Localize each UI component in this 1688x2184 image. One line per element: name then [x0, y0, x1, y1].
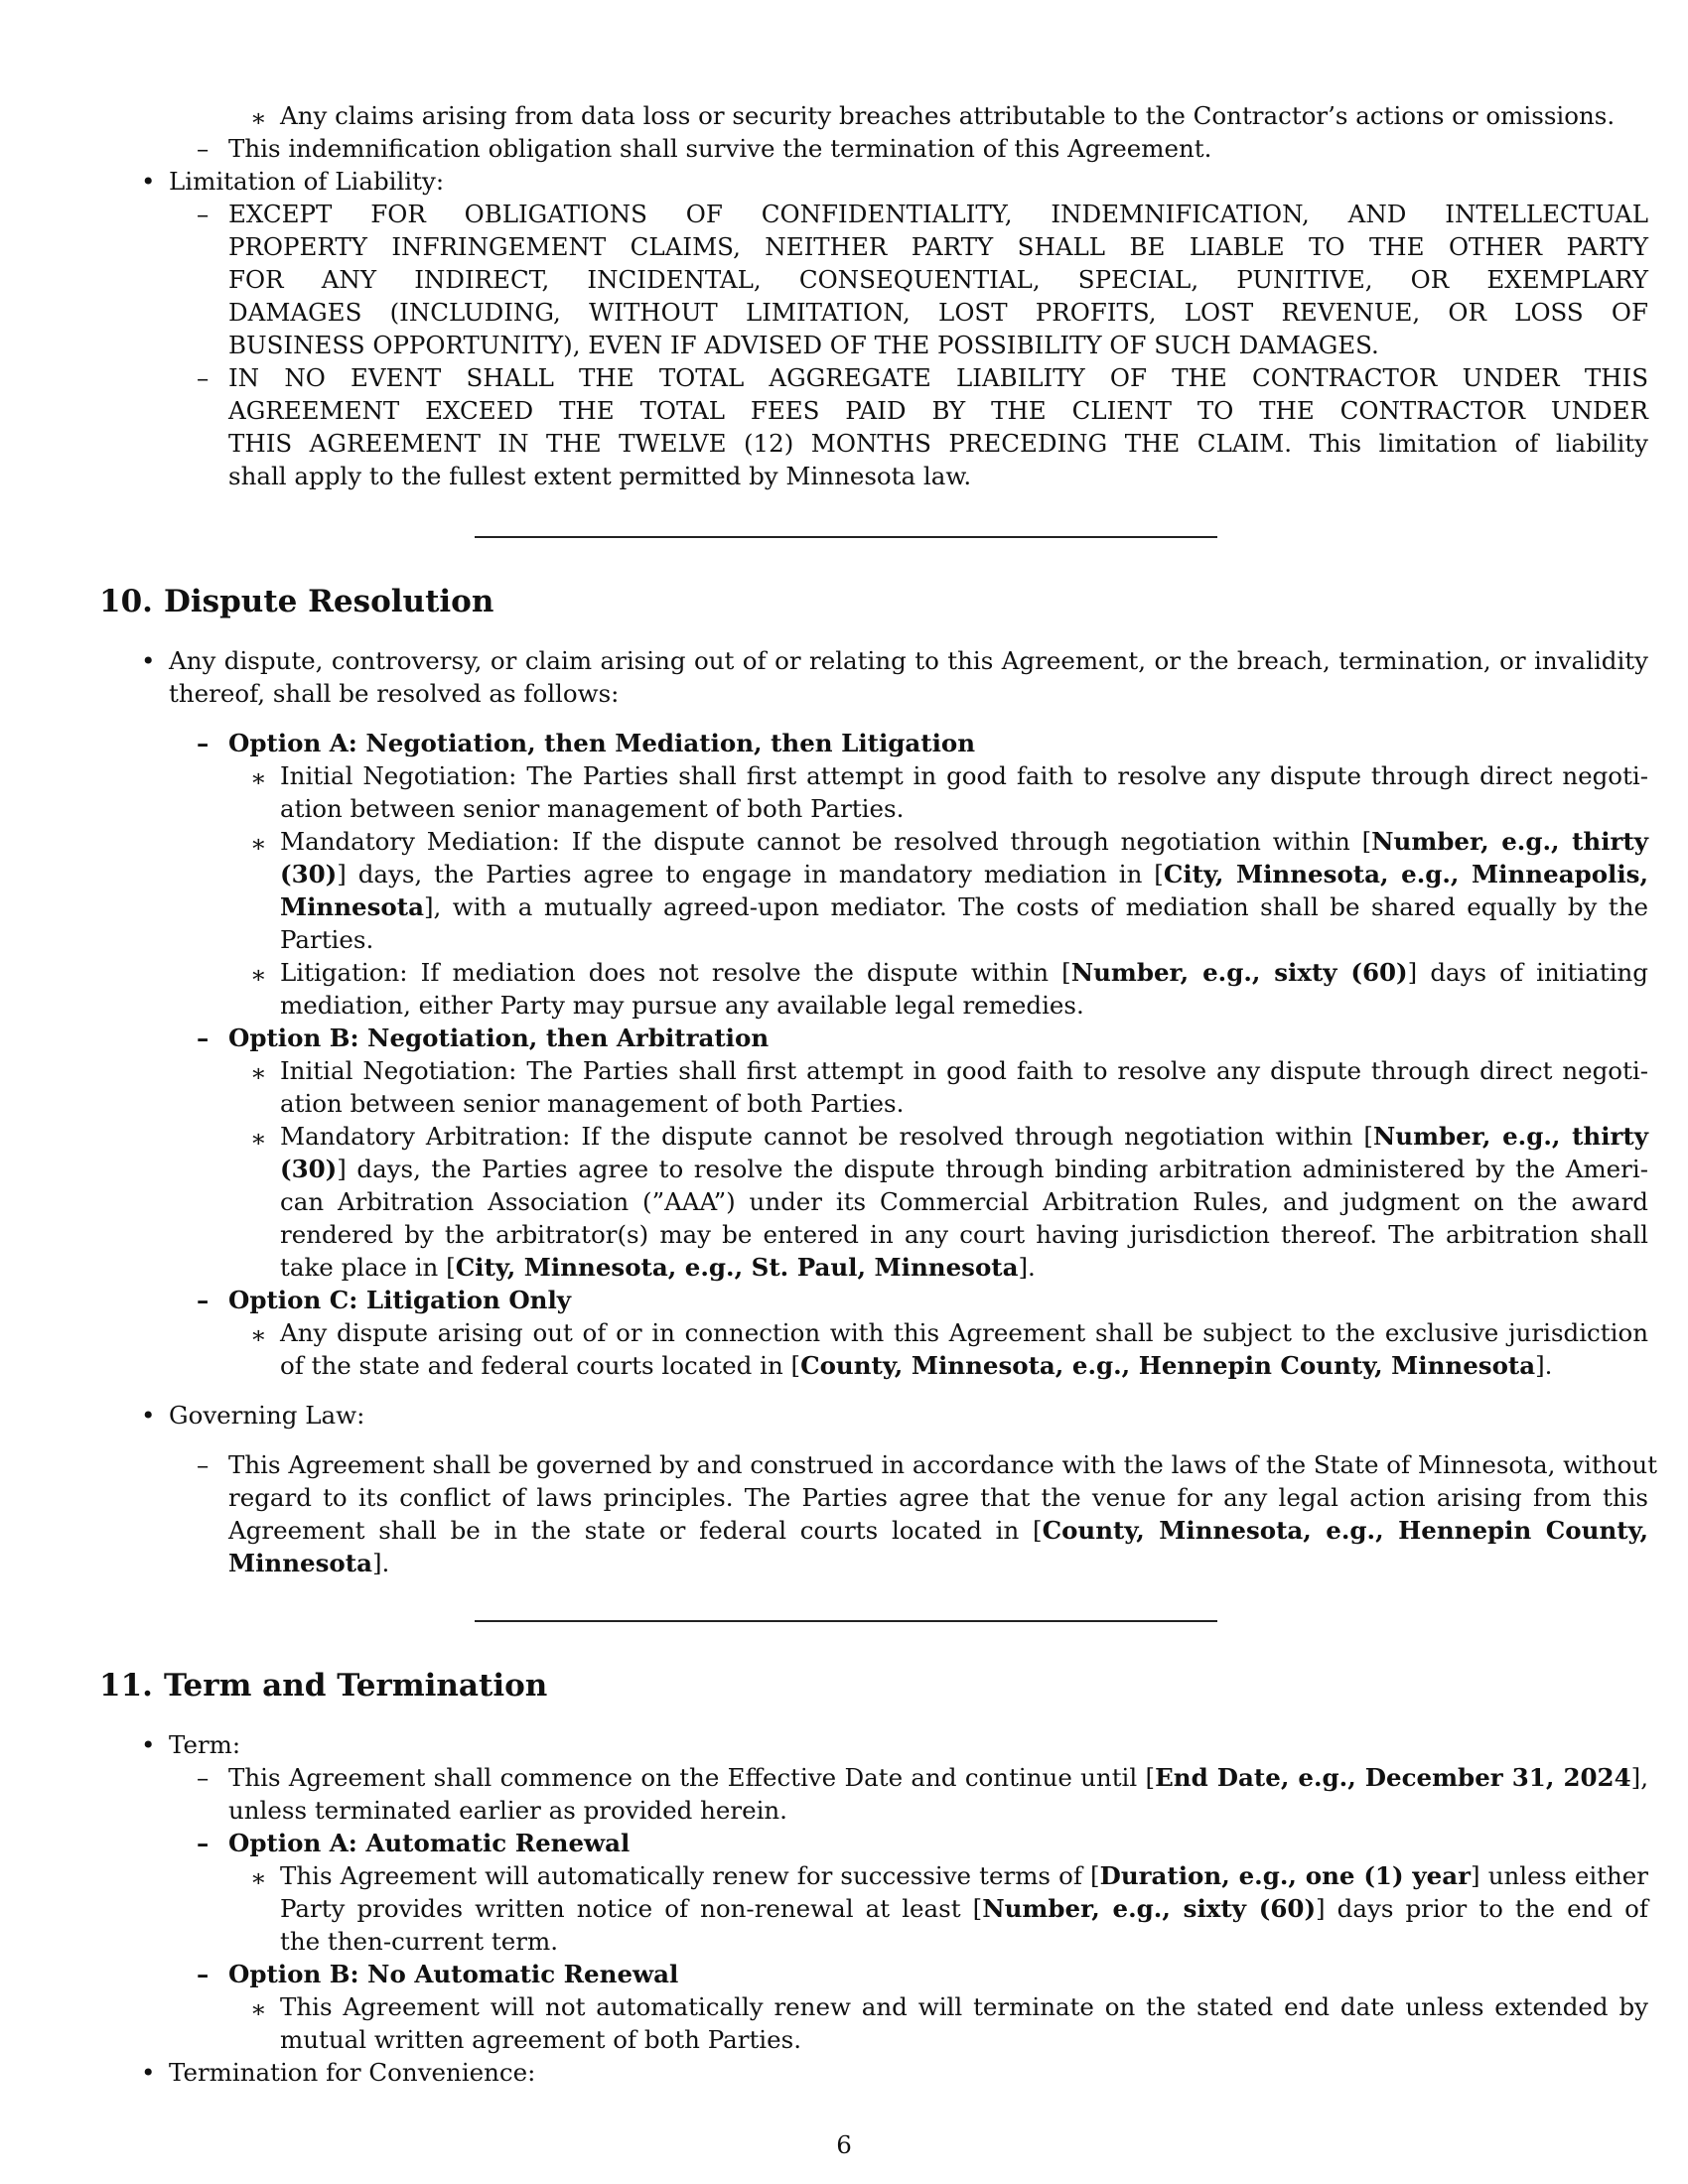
star-bullet: ∗ — [250, 763, 267, 792]
option-b-arbitration-line: (30)] days, the Parties agree to resolve the dispute through binding arbitration administered by the Ameri- — [280, 1155, 1648, 1183]
option-a-negotiation-line: ation between senior management of both Parties. — [280, 794, 905, 823]
dash-bullet: – — [197, 1286, 210, 1314]
dash-bullet: – — [197, 1024, 210, 1052]
dash-bullet: – — [197, 729, 210, 757]
star-bullet: ∗ — [250, 103, 267, 132]
limitation-para1-line: BUSINESS OPPORTUNITY), EVEN IF ADVISED OF THE POSSIBILITY OF SUCH DAMAGES. — [228, 331, 1379, 359]
round-bullet: • — [141, 2058, 156, 2087]
section-10-number: 10. — [99, 584, 153, 619]
option-c-line: of the state and federal courts located in [County, Minnesota, e.g., Hennepin County, Minnesota]. — [280, 1351, 1553, 1380]
option-a-litigation-line: mediation, either Party may pursue any available legal remedies. — [280, 991, 1084, 1020]
option-a-litigation-line: Litigation: If mediation does not resolve the dispute within [Number, e.g., sixty (60)] days of initiating — [280, 958, 1648, 987]
option-a-mediation-line: (30)] days, the Parties agree to engage in mandatory mediation in [City, Minnesota, e.g., Minneapolis, — [280, 860, 1648, 888]
dash-bullet: – — [197, 1960, 210, 1988]
round-bullet: • — [141, 1730, 156, 1759]
term-label: Term: — [169, 1730, 241, 1759]
star-bullet: ∗ — [250, 960, 267, 989]
option-a-mediation-line: Minnesota], with a mutually agreed-upon mediator. The costs of mediation shall be shared equally by the — [280, 892, 1648, 921]
dash-bullet: – — [197, 1763, 210, 1792]
round-bullet: • — [141, 1401, 156, 1430]
option-a-mediation-line: Mandatory Mediation: If the dispute cannot be resolved through negotiation within [Number, e.g., thirty — [280, 827, 1648, 856]
dispute-option-b-title: Option B: Negotiation, then Arbitration — [228, 1024, 770, 1052]
section-10-intro-line: thereof, shall be resolved as follows: — [169, 679, 620, 708]
option-b-arbitration-line: can Arbitration Association (”AAA”) under its Commercial Arbitration Rules, and judgment on the award — [280, 1187, 1648, 1216]
limitation-label: Limitation of Liability: — [169, 167, 445, 196]
limitation-para1-line: DAMAGES (INCLUDING, WITHOUT LIMITATION, LOST PROFITS, LOST REVENUE, OR LOSS OF — [228, 298, 1648, 327]
page-number: 6 — [836, 2130, 852, 2159]
star-bullet: ∗ — [250, 1058, 267, 1087]
option-b-arbitration-line: Mandatory Arbitration: If the dispute cannot be resolved through negotiation within [Number, e.g., thirty — [280, 1122, 1648, 1151]
round-bullet: • — [141, 646, 156, 675]
term-option-a-line: the then-current term. — [280, 1927, 559, 1956]
dash-bullet: – — [197, 363, 210, 392]
term-line: This Agreement shall commence on the Effective Date and continue until [End Date, e.g., December 31, 2024], — [228, 1763, 1648, 1792]
indemnification-item-data-loss: Any claims arising from data loss or security breaches attributable to the Contractor’s actions or omissions. — [280, 101, 1616, 130]
term-line: unless terminated earlier as provided herein. — [228, 1796, 787, 1825]
star-bullet: ∗ — [250, 1863, 267, 1892]
term-option-b-line: This Agreement will not automatically renew and will terminate on the stated end date unless extended by — [280, 1992, 1648, 2021]
section-10-intro-line: Any dispute, controversy, or claim arising out of or relating to this Agreement, or the breach, termination, or invalidity — [169, 646, 1648, 675]
governing-law-label: Governing Law: — [169, 1401, 365, 1430]
dash-bullet: – — [197, 134, 210, 163]
option-b-negotiation-line: Initial Negotiation: The Parties shall first attempt in good faith to resolve any dispute through direct negoti- — [280, 1056, 1648, 1085]
round-bullet: • — [141, 167, 156, 196]
option-b-arbitration-line: rendered by the arbitrator(s) may be entered in any court having jurisdiction thereof. The arbitration shall — [280, 1220, 1648, 1249]
section-divider — [475, 1620, 1217, 1622]
limitation-para2-line: AGREEMENT EXCEED THE TOTAL FEES PAID BY THE CLIENT TO THE CONTRACTOR UNDER — [228, 396, 1648, 425]
limitation-para2-line: IN NO EVENT SHALL THE TOTAL AGGREGATE LIABILITY OF THE CONTRACTOR UNDER THIS — [228, 363, 1648, 392]
governing-law-line: Minnesota]. — [228, 1549, 390, 1577]
option-b-arbitration-line: take place in [City, Minnesota, e.g., St. Paul, Minnesota]. — [280, 1253, 1036, 1282]
limitation-para1-line: PROPERTY INFRINGEMENT CLAIMS, NEITHER PARTY SHALL BE LIABLE TO THE OTHER PARTY — [228, 232, 1648, 261]
term-option-b-line: mutual written agreement of both Parties. — [280, 2025, 801, 2054]
indemnification-survival: This indemnification obligation shall survive the termination of this Agreement. — [228, 134, 1212, 163]
section-11-title: Term and Termination — [164, 1668, 548, 1704]
option-a-negotiation-line: Initial Negotiation: The Parties shall first attempt in good faith to resolve any dispute through direct negoti- — [280, 761, 1648, 790]
dash-bullet: – — [197, 1829, 210, 1857]
star-bullet: ∗ — [250, 829, 267, 858]
term-option-a-line: Party provides written notice of non-renewal at least [Number, e.g., sixty (60)] days prior to the end of — [280, 1894, 1648, 1923]
term-option-a-line: This Agreement will automatically renew for successive terms of [Duration, e.g., one (1) year] unless either — [280, 1861, 1649, 1890]
dash-bullet: – — [197, 1450, 210, 1479]
star-bullet: ∗ — [250, 1320, 267, 1349]
governing-law-line: This Agreement shall be governed by and construed in accordance with the laws of the State of Minnesota, without — [228, 1450, 1657, 1479]
limitation-para1-line: FOR ANY INDIRECT, INCIDENTAL, CONSEQUENTIAL, SPECIAL, PUNITIVE, OR EXEMPLARY — [228, 265, 1648, 294]
option-a-mediation-line: Parties. — [280, 925, 374, 954]
star-bullet: ∗ — [250, 1994, 267, 2023]
section-11-number: 11. — [99, 1668, 153, 1704]
limitation-para1-line: EXCEPT FOR OBLIGATIONS OF CONFIDENTIALITY, INDEMNIFICATION, AND INTELLECTUAL — [228, 200, 1648, 228]
termination-convenience-label: Termination for Convenience: — [169, 2058, 536, 2087]
option-b-negotiation-line: ation between senior management of both Parties. — [280, 1089, 905, 1118]
term-option-a-title: Option A: Automatic Renewal — [228, 1829, 631, 1857]
dispute-option-a-title: Option A: Negotiation, then Mediation, then Litigation — [228, 729, 976, 757]
dispute-option-c-title: Option C: Litigation Only — [228, 1286, 572, 1314]
governing-law-line: regard to its conflict of laws principles. The Parties agree that the venue for any legal action arising from this — [228, 1483, 1648, 1512]
dash-bullet: – — [197, 200, 210, 228]
term-option-b-title: Option B: No Automatic Renewal — [228, 1960, 679, 1988]
section-10-title: Dispute Resolution — [164, 584, 494, 619]
star-bullet: ∗ — [250, 1124, 267, 1153]
section-divider — [475, 536, 1217, 538]
governing-law-line: Agreement shall be in the state or federal courts located in [County, Minnesota, e.g., Hennepin County, — [228, 1516, 1649, 1545]
limitation-para2-line: THIS AGREEMENT IN THE TWELVE (12) MONTHS PRECEDING THE CLAIM. This limitation of liability — [228, 429, 1648, 458]
limitation-para2-line: shall apply to the fullest extent permitted by Minnesota law. — [228, 462, 972, 490]
option-c-line: Any dispute arising out of or in connection with this Agreement shall be subject to the exclusive jurisdiction — [280, 1318, 1648, 1347]
